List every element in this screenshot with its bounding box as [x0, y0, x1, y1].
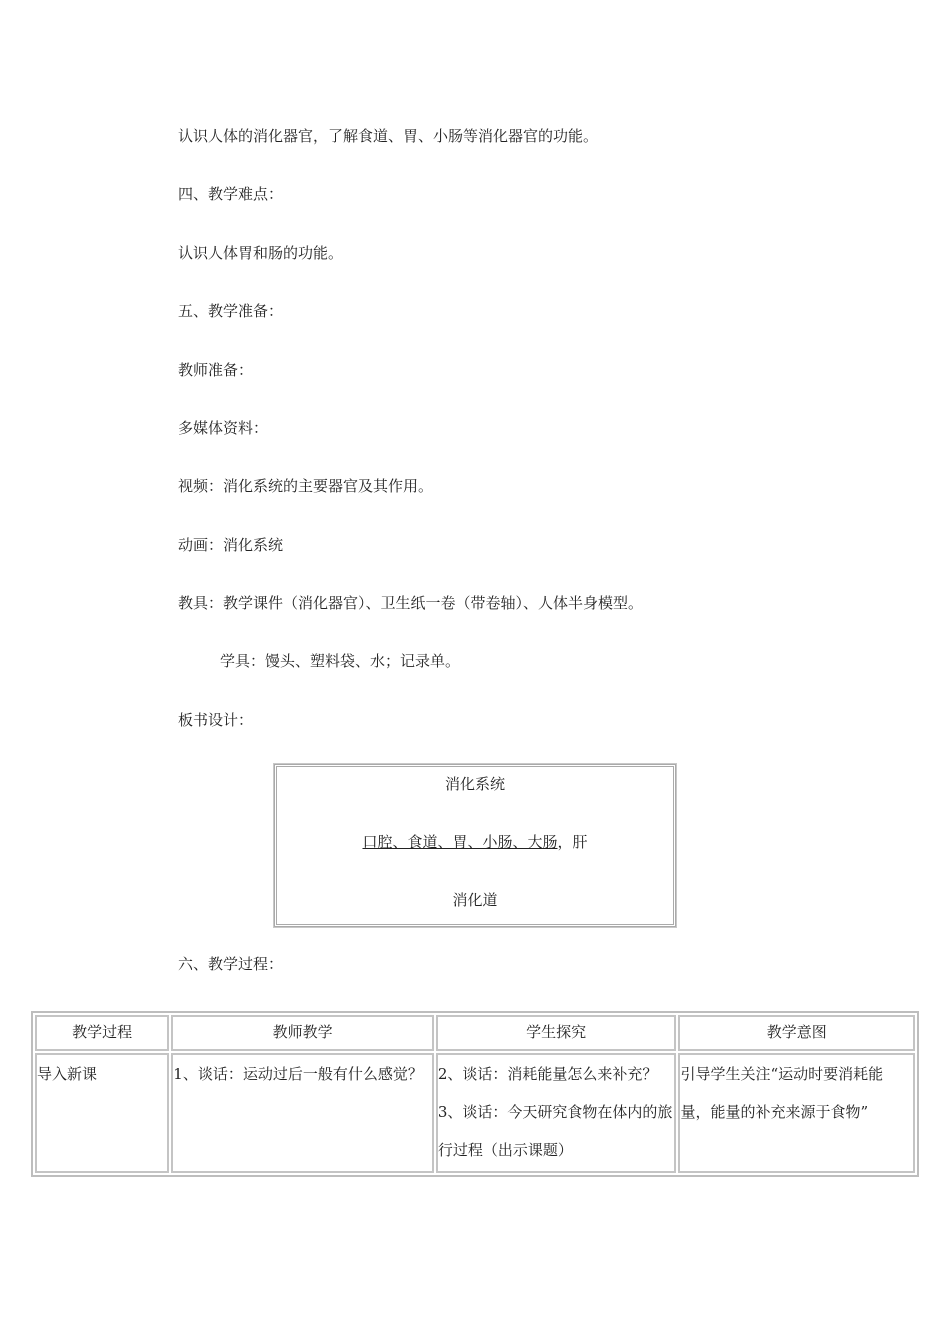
- board-organs: [277, 832, 673, 852]
- cell-student: [436, 1053, 677, 1173]
- board-organs-rest: ，肝: [557, 833, 588, 851]
- text-line: 学具：馒头、塑料袋、水；记录单。: [220, 652, 461, 670]
- heading-process: 六、教学过程：: [178, 955, 284, 973]
- text-line: 视频：消化系统的主要器官及其作用。: [178, 477, 434, 495]
- text-line: 教具：教学课件（消化器官）、卫生纸一卷（带卷轴）、人体半身模型。: [178, 594, 644, 612]
- header-cell: 学生探究: [436, 1015, 677, 1051]
- text-line: 认识人体的消化器官，了解食道、胃、小肠等消化器官的功能。: [178, 127, 599, 145]
- table-row: [35, 1053, 915, 1173]
- cell-intent: 引导学生关注“运动时要消耗能量，能量的补充来源于食物”: [678, 1053, 915, 1173]
- text-line: 教师准备：: [178, 361, 254, 379]
- board-organs-underlined: 口腔、食道、胃、小肠、大肠: [362, 833, 558, 851]
- text-line: 板书设计：: [178, 711, 254, 729]
- header-cell: 教师教学: [171, 1015, 434, 1051]
- blackboard-design-box: [274, 764, 676, 927]
- header-cell: 教学意图: [678, 1015, 915, 1051]
- cell-stage: 导入新课: [35, 1053, 169, 1173]
- board-title: 消化系统: [444, 775, 505, 793]
- board-bottom: 消化道: [452, 891, 498, 909]
- table-header-row: [35, 1015, 915, 1051]
- teaching-process-table: [31, 1011, 919, 1177]
- cell-teacher: 1、谈话：运动过后一般有什么感觉？: [171, 1053, 434, 1173]
- text-line: 动画：消化系统: [178, 536, 284, 554]
- header-cell: 教学过程: [35, 1015, 169, 1051]
- heading-preparation: 五、教学准备：: [178, 302, 284, 320]
- heading-difficulty: 四、教学难点：: [178, 185, 284, 203]
- text-line: 认识人体胃和肠的功能。: [178, 244, 344, 262]
- text-line: 多媒体资料：: [178, 419, 269, 437]
- student-item: 3、谈话：今天研究食物在体内的旅行过程（出示课题）: [437, 1103, 673, 1159]
- student-item: 2、谈话：消耗能量怎么来补充？: [437, 1065, 658, 1083]
